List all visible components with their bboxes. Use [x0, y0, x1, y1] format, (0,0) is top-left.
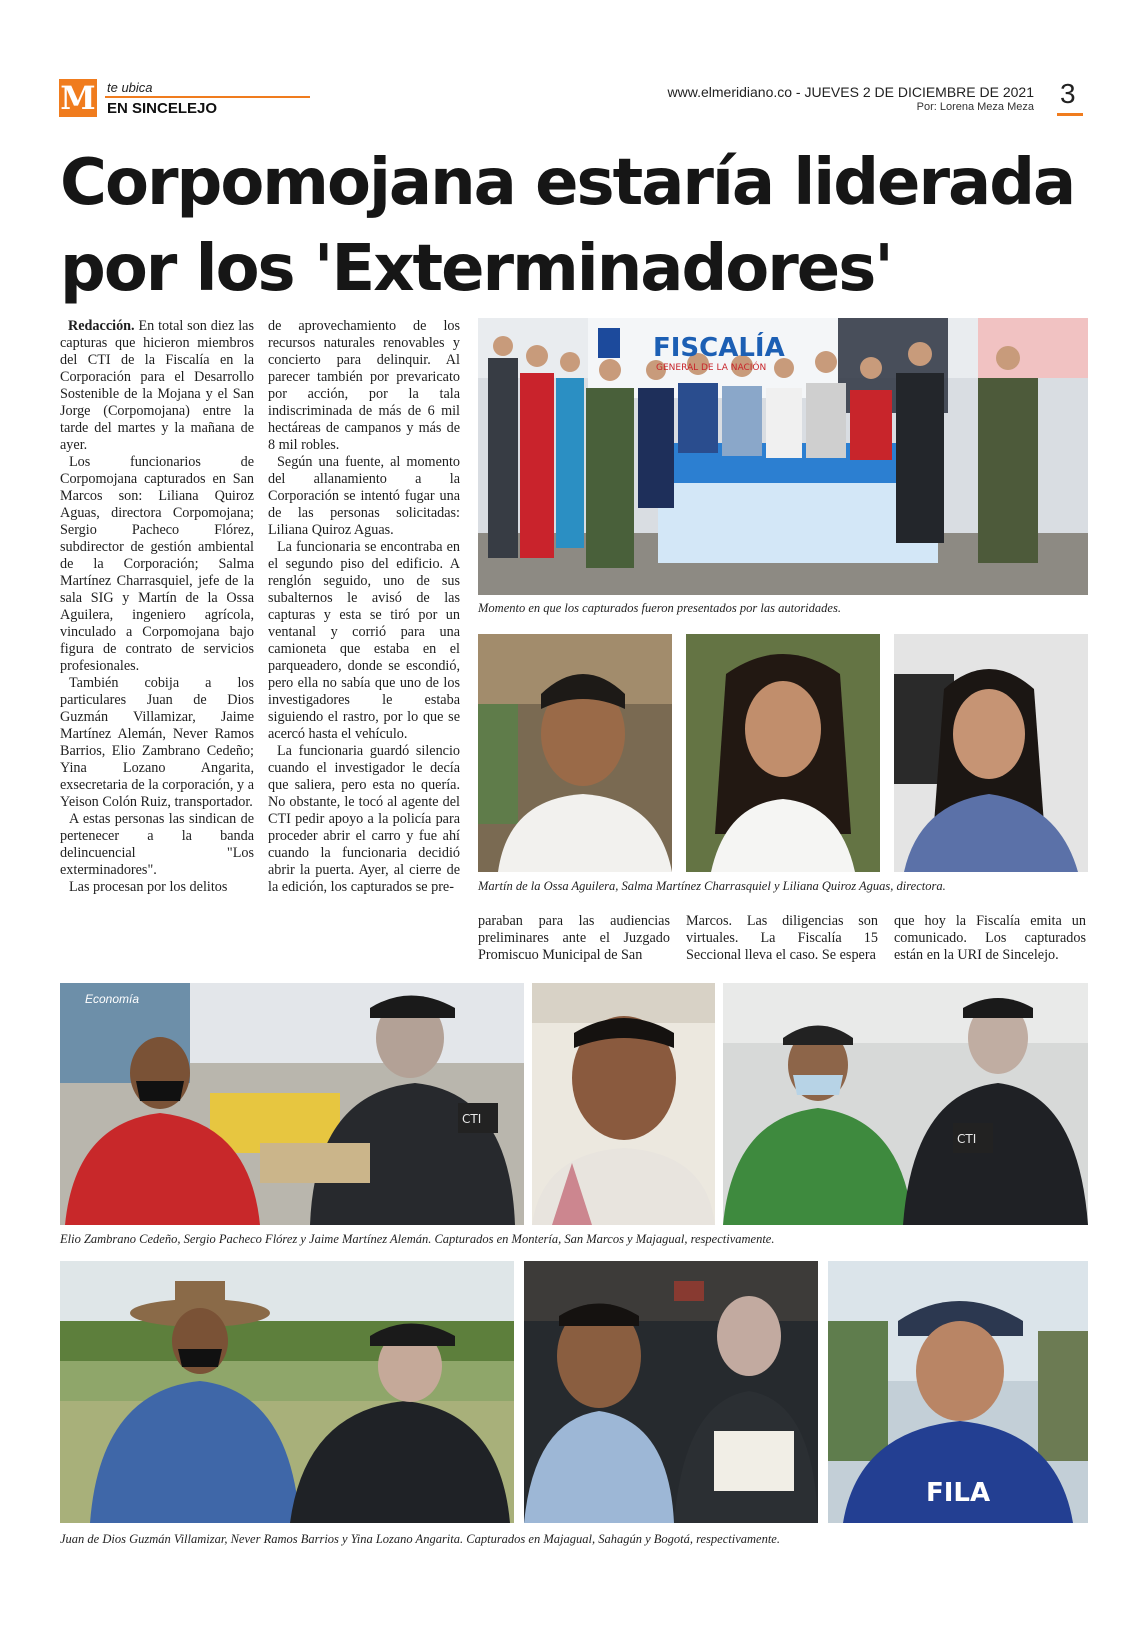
caption-row-3: Juan de Dios Guzmán Villamizar, Never Ramos Barrios y Yina Lozano Angarita. Capturados en Majagual, Sahagún y Bogotá, respectivamente. — [60, 1532, 780, 1546]
banner-fiscalia-text: FISCALÍA — [653, 333, 785, 363]
article-paragraph: También cobija a los particulares Juan de Dios Guzmán Villamizar, Jaime Martínez Alemán, Never Ramos Barrios, Elio Zambrano Cedeño; Yina Lozano Angarita, exsecretaria de la corporación, y a Yeison Colón Ruiz, transportador. — [60, 675, 254, 810]
photo-never-ramos — [524, 1261, 818, 1523]
article-paragraph: La funcionaria guardó silencio cuando el investigador le decía que saliera, pero esta no quería. No obstante, le tocó al agente del CTI pedir apoyo a la policía para proceder abrir el carro y fue ahí cuando la funcionaria decidió abrir la puerta. Ayer, al cierre de la edición, los capturados se pre- — [268, 743, 460, 895]
photo-group-presentation — [478, 318, 1088, 595]
fila-logo-text: FILA — [926, 1478, 991, 1508]
section-name: EN SINCELEJO — [107, 100, 218, 117]
article-paragraph: Las procesan por los delitos — [69, 879, 228, 895]
photo-salma-martinez — [686, 634, 880, 872]
svg-text:CTI: CTI — [957, 1132, 977, 1146]
headline-line-1: Corpomojana estaría liderada — [60, 146, 1075, 220]
headline-line-2: por los 'Exterminadores' — [60, 232, 892, 306]
article-column-2 — [268, 318, 460, 896]
photo-sergio-pacheco — [532, 983, 715, 1225]
article-tail-2: Marcos. Las diligencias son virtuales. La Fiscalía 15 Seccional lleva el caso. Se espera — [686, 913, 878, 963]
byline: Por: Lorena Meza Meza — [916, 101, 1034, 113]
photo-liliana-quiroz — [894, 634, 1088, 872]
photo-martin-de-la-ossa — [478, 634, 672, 872]
article-column-1 — [60, 318, 254, 896]
article-paragraph: de aprovechamiento de los recursos naturales renovables y concierto para delinquir. Al parecer también por prevaricato por acción, por la tala indiscriminada de más de 6 mil hectáreas de campanos y más de 8 mil robles. — [268, 318, 460, 453]
photo-elio-zambrano — [60, 983, 524, 1225]
photo-juan-de-dios-guzman — [60, 1261, 514, 1523]
shop-sign-text: Economía — [85, 992, 140, 1006]
svg-text:CTI: CTI — [462, 1112, 482, 1126]
article-paragraph: La funcionaria se encontraba en el segundo piso del edificio. A renglón seguido, uno de sus subalternos le avisó de las capturas y esta se tiró por un ventanal y corrió para una camioneta que estaba en el parqueadero, donde se escondió, pero ella no sabía que uno de los investigadores le estaba siguiendo el rastro, por lo que se acercó hasta el vehículo. — [268, 539, 460, 742]
article-paragraph: A estas personas las sindican de pertenecer a la banda delincuencial "Los exterminadores". — [60, 811, 254, 878]
photo-jaime-martinez — [723, 983, 1088, 1225]
article-paragraph: Los funcionarios de Corpomojana capturados en San Marcos son: Liliana Quiroz Aguas, directora Corpomojana; Sergio Pacheco Flórez, subdirector de gestión ambiental de la Corporación; Salma Martínez Charrasquiel, jefe de la sala SIG y Martín de la Ossa Aguilera, ingeniero agrícola, vinculado a Corpomojana bajo figura de contrato de servicios profesionales. — [60, 454, 254, 674]
section-rule — [105, 96, 310, 98]
headline — [60, 140, 1090, 312]
section-kicker: te ubica — [107, 80, 153, 95]
article-tail-1: paraban para las audiencias preliminares ante el Juzgado Promiscuo Municipal de San — [478, 913, 670, 963]
article-lead: Redacción. — [68, 318, 135, 334]
page-number: 3 — [1060, 78, 1076, 109]
dateline: www.elmeridiano.co - JUEVES 2 DE DICIEMBRE DE 2021 — [667, 84, 1034, 100]
caption-trio: Martín de la Ossa Aguilera, Salma Martínez Charrasquiel y Liliana Quiroz Aguas, directora. — [478, 879, 946, 893]
article-paragraph: Según una fuente, al momento del allanamiento a la Corporación se intentó fugar una de las personas solicitadas: Liliana Quiroz Aguas. — [268, 454, 460, 538]
article-paragraph — [60, 318, 254, 454]
caption-group: Momento en que los capturados fueron presentados por las autoridades. — [478, 601, 841, 615]
caption-row-2: Elio Zambrano Cedeño, Sergio Pacheco Flórez y Jaime Martínez Alemán. Capturados en Montería, San Marcos y Majagual, respectivamente. — [60, 1232, 775, 1246]
page-number-rule — [1057, 113, 1083, 116]
article-text: En total son diez las capturas que hicieron miembros del CTI de la Fiscalía en la Corporación para el Desarrollo Sostenible de la Mojana y el San Jorge (Corpomojana) entre la tarde del martes y la mañana de ayer. — [60, 318, 254, 453]
article-tail-3: que hoy la Fiscalía emita un comunicado. Los capturados están en la URI de Sincelejo. — [894, 913, 1086, 963]
svg-text:GENERAL DE LA NACIÓN: GENERAL DE LA NACIÓN — [656, 363, 767, 373]
photo-yina-lozano — [828, 1261, 1088, 1523]
newspaper-logo: M — [60, 79, 96, 117]
